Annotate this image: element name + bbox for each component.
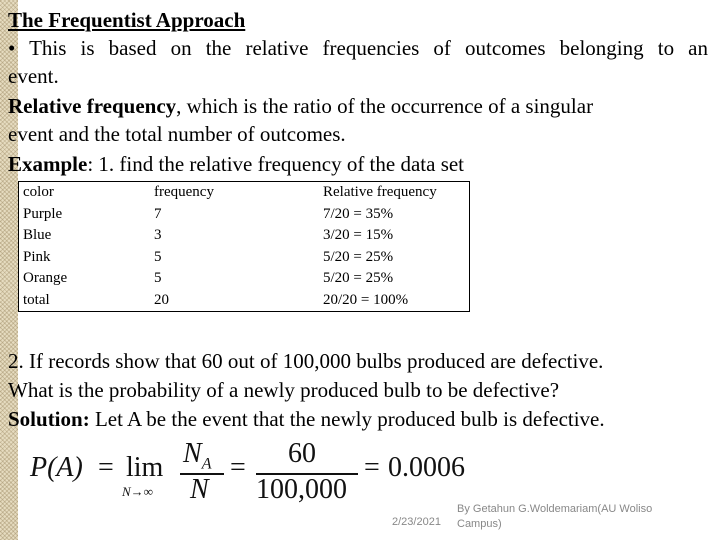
table-cell: 3/20 = 15% xyxy=(323,227,394,243)
table-cell: 3 xyxy=(154,227,162,243)
problem-line-1: 2. If records show that 60 out of 100,000 bulbs produced are defective. xyxy=(8,349,604,373)
table-cell: 5/20 = 25% xyxy=(323,270,394,286)
relative-def-text: , which is the ratio of the occurrence of a singular xyxy=(176,94,594,118)
solution-text: Let A be the event that the newly produced bulb is defective. xyxy=(89,407,605,431)
formula-lim-subscript: N→∞ xyxy=(122,484,153,499)
footer-author: By Getahun G.Woldemariam(AU Woliso Campus) xyxy=(457,503,653,530)
bullet-line-1: • This is based on the relative frequencies of outcomes belonging to an xyxy=(8,36,708,60)
table-row xyxy=(19,247,470,269)
frequency-table xyxy=(18,181,470,312)
problem-line-2: What is the probability of a newly produced bulb to be defective? xyxy=(8,378,560,402)
table-cell: 5 xyxy=(154,248,162,265)
header-color: color xyxy=(23,184,54,200)
table-cell: Purple xyxy=(23,205,63,222)
header-relative-frequency: Relative frequency xyxy=(323,184,437,200)
probability-formula xyxy=(30,440,490,510)
table-cell: Blue xyxy=(23,227,52,243)
formula-equals-3: = xyxy=(364,452,380,483)
table-cell: total xyxy=(23,291,50,308)
table-cell: Orange xyxy=(23,270,68,286)
header-frequency: frequency xyxy=(154,184,214,200)
table-cell: 20 xyxy=(154,291,169,308)
example-label: Example xyxy=(8,152,88,176)
table-header-row xyxy=(19,182,470,204)
relative-definition-line-1 xyxy=(8,94,593,119)
relative-definition-line-2: event and the total number of outcomes. xyxy=(8,122,346,146)
table-row xyxy=(19,268,470,290)
formula-numerator-60: 60 xyxy=(288,438,316,469)
table-cell: 7 xyxy=(154,205,162,222)
formula-denominator-100000: 100,000 xyxy=(256,474,347,505)
formula-equals-1: = xyxy=(98,452,114,483)
table-cell: 5 xyxy=(154,270,162,286)
example-text: : 1. find the relative frequency of the data set xyxy=(87,152,465,176)
table-cell: Pink xyxy=(23,248,51,265)
footer-date: 2/23/2021 xyxy=(392,516,441,528)
table-cell: 20/20 = 100% xyxy=(323,291,409,308)
formula-numerator: $N_A$ xyxy=(183,438,212,473)
example-line xyxy=(8,152,464,177)
table-cell: 7/20 = 35% xyxy=(323,205,394,222)
formula-lim: lim xyxy=(126,452,164,483)
formula-result: 0.0006 xyxy=(388,452,465,483)
solution-label: Solution: xyxy=(8,407,90,431)
table-row xyxy=(19,225,470,247)
table-row xyxy=(19,204,470,226)
solution-line xyxy=(8,407,605,432)
slide-title: The Frequentist Approach xyxy=(8,8,246,32)
formula-equals-2: = xyxy=(230,452,246,483)
table-cell: 5/20 = 25% xyxy=(323,248,394,265)
bullet-line-2: event. xyxy=(8,64,59,88)
formula-denominator: N xyxy=(190,474,209,505)
formula-lhs: P(A) xyxy=(30,452,83,483)
table-row xyxy=(19,290,470,312)
relative-term: Relative frequency xyxy=(8,94,177,118)
